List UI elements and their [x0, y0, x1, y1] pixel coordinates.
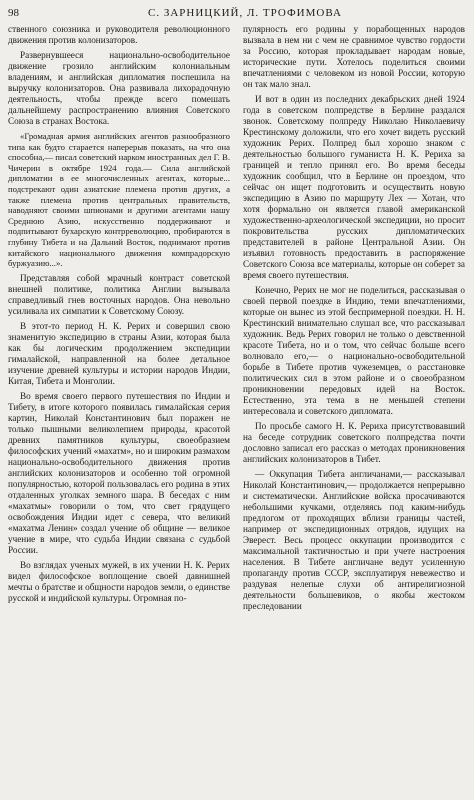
paragraph: По просьбе самого Н. К. Рериха присутствовавший на беседе сотрудник советского полпредства почти дословно записал его рассказ о методах проникновения английских колонизаторов в Тибет. [243, 421, 465, 464]
paragraph: Во время своего первого путешествия по Индии и Тибету, в итоге которого появилась гималайская серия картин, Николай Константинович был поражен не только пышными великолепием природы, красотой древних памятников культуры, своеобразием философских учений «махатм», но и широким размахом национально-освободительного движения против английских колонизаторов и особенно той огромной популярностью, которой пользовалась его родина в этих отдаленных уголках земного шара. В беседах с ним «махатмы» говорили о том, что свет грядущего освобождения Индии идет с севера, что великий «махатма Ленин» создал учение об общине — великое учение в мире, что судьба Индии связана с судьбой России. [8, 390, 230, 555]
left-column [8, 24, 230, 796]
page-header [8, 6, 468, 20]
paragraph: Развернувшееся национально-освободительное движение грозило английским колониальным владениям, и английская дипломатия поспешила на выручку колонизаторов. Она развивала лихорадочную деятельность, чтобы прежде всего помешать дальнейшему распространению влияния Советского Союза в странах Востока. [8, 50, 230, 126]
paragraph: Во взглядах ученых мужей, в их учении Н. К. Рерих видел философское воплощение своей давнишней мечты о братстве и общности народов земли, о единстве русской и индийской культуры. Огромная по- [8, 559, 230, 603]
paragraph: пулярность его родины у порабощенных народов вызвала в нем ни с чем не сравнимое чувство гордости за Россию, которая прокладывает народам новые, исторические пути. Хотелось поделиться своими впечатлениями с человеком из новой России, которую он так мало знал. [243, 24, 465, 89]
paragraph: Представляя собой мрачный контраст советской внешней политике, политика Англии вызывала справедливый гнев восточных народов. Она невольно усиливала их симпатии к Советскому Союзу. [8, 272, 230, 316]
paragraph: И вот в один из последних декабрьских дней 1924 года в советском полпредстве в Берлине раздался звонок. Советскому полпреду Николаю Николаевичу Крестинскому доложили, что его хочет видеть русский художник Рерих. Полпред был хорошо знаком с деятельностью большого гуманиста Н. К. Рериха за границей и тепло принял его. Во время беседы художник сообщил, что в Берлине он проездом, что сейчас он ищет подготовить и осуществить новую экспедицию в Азию по маршруту Лех — Хотан, что хотя формально он является главой американской художественно-археологической экспедиции, но просит покровительства русских дипломатических представителей в районе Центральной Азии. Он изъявил готовность предоставить в распоряжение Советского Союза все материалы, которые он соберет за время своего путешествия. [243, 94, 465, 280]
running-title: С. ЗАРНИЦКИЙ, Л. ТРОФИМОВА [148, 7, 342, 19]
paragraph: ственного союзника и руководителя революционного движения против колонизаторов. [8, 24, 230, 45]
paragraph: В этот-то период Н. К. Рерих и совершил свою знаменитую экспедицию в страны Азии, которая была как бы логическим продолжением экспедиции гималайской, направленной на более детальное изучение древней культуры и истории народов Индии, Китая, Тибета и Монголии. [8, 320, 230, 386]
right-column [243, 24, 465, 796]
paragraph: Конечно, Рерих не мог не поделиться, рассказывая о своей первой поездке в Индию, теми впечатлениями, которые он вынес из этой беспримерной поездки. Н. Н. Крестинский внимательно слушал все, что рассказывал художник. Ведь Рерих говорил не только о девственной красоте Тибета, но и о том, что сейчас больше всего волновало его,— о национально-освободительной борьбе в Тибете против чужеземцев, о расстановке политических сил в этом районе и о своеобразном проникновении передовых идей на Восток. Естественно, эта тема в не меньшей степени интересовала и советского дипломата. [243, 285, 465, 416]
paragraph: — Оккупация Тибета англичанами,— рассказывал Николай Константинович,— продолжается непрерывно и систематически. Английские войска просачиваются небольшими кучками, отделяясь под каким-нибудь предлогом от проходящих вблизи границы частей, например от экспедиционных отрядов, идущих на Эверест. Весь процесс оккупации производится с максимальной тактичностью и при учете настроения населения. В Тибете англичане ведут усиленную пропаганду против СССР, эксплуатируя невежество и раздувая нелепые слухи об антирелигиозной деятельности большевиков, о якобы жестоком преследовании [243, 469, 465, 611]
page-number: 98 [8, 7, 19, 19]
quote-paragraph: «Громадная армия английских агентов разнообразного типа как будто старается наперерыв показать, на что она способна,— писал советский нарком иностранных дел Г. В. Чичерин в октябре 1924 года.— Сила английской дипломатии в ее многочисленных агентах, которые... подстрекают один азиатские племена против других, а также племена против центральных правительств, наводняют своими шпионами и другими агентами нашу Среднюю Азию, искусственно поддерживают и подпитывают бухарскую контрреволюцию, пробираются в глубину Тибета и на Дальний Восток, поднимают против китайского национального движения компрадорскую буржуазию...». [8, 131, 230, 269]
